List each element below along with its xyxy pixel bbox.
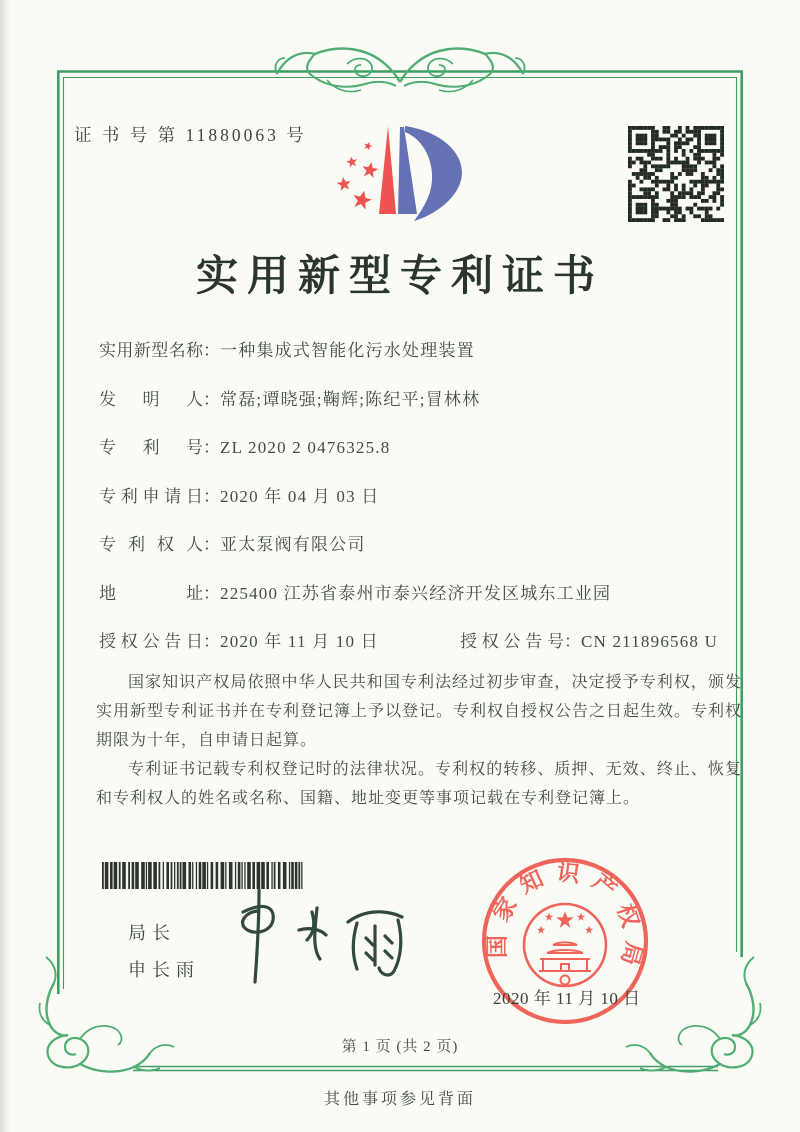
field-value: 2020 年 04 月 03 日 — [220, 486, 380, 506]
field-colon: ： — [203, 389, 220, 409]
legal-paragraph-1: 国家知识产权局依照中华人民共和国专利法经过初步审查，决定授予专利权，颁发实用新型专利证书并在专利登记簿上予以登记。专利权自授权公告之日起生效。专利权期限为十年，自申请日起算。 — [96, 674, 743, 749]
field-label: 发明人 — [99, 389, 203, 409]
field-list — [99, 341, 739, 651]
field-value: CN 211896568 U — [581, 632, 719, 651]
field-pair-grant-number — [460, 632, 718, 651]
field-row-address — [99, 584, 739, 603]
field-row-grant — [99, 632, 739, 651]
top-ornament-left — [275, 49, 400, 92]
field-row-name — [99, 341, 739, 360]
certificate-title: 实用新型专利证书 — [195, 254, 604, 300]
field-value: 2020 年 11 月 10 日 — [220, 632, 379, 651]
top-ornament-right — [400, 49, 525, 92]
field-label: 地址 — [99, 583, 203, 603]
field-label: 授权公告日 — [99, 632, 203, 651]
legal-paragraph-2: 专利证书记载专利权登记时的法律状况。专利权的转移、质押、无效、终止、恢复和专利权人的姓名或名称、国籍、地址变更等事项记载在专利登记簿上。 — [96, 761, 742, 807]
field-value: 225400 江苏省泰州市泰兴经济开发区城东工业园 — [220, 583, 612, 603]
national-emblem-icon — [524, 904, 606, 986]
seal-arc-text: 国家知识产权局 — [484, 859, 647, 979]
field-row-filing-date — [99, 487, 739, 506]
cnipa-logo-icon — [318, 112, 483, 237]
page-indicator: 第 1 页 (共 2 页) — [341, 1039, 459, 1055]
field-colon: ： — [203, 438, 220, 457]
field-value: 一种集成式智能化污水处理装置 — [220, 341, 475, 360]
field-label: 实用新型名称 — [99, 341, 203, 360]
field-colon: ： — [203, 535, 220, 554]
back-note: 其他事项参见背面 — [323, 1091, 476, 1108]
seal-date: 2020 年 11 月 10 日 — [493, 989, 641, 1008]
qr-code — [628, 126, 724, 222]
field-colon: ： — [203, 486, 220, 506]
issuer-title: 局长 — [128, 923, 176, 943]
field-colon: ： — [564, 632, 581, 651]
issuer-name: 申长雨 — [128, 960, 200, 980]
field-value: 亚太泵阀有限公司 — [220, 535, 366, 554]
field-label: 专利权人 — [99, 535, 203, 554]
field-colon: ： — [203, 583, 220, 603]
signature-handwriting — [215, 880, 420, 995]
field-label: 专利号 — [99, 438, 203, 457]
field-value: ZL 2020 2 0476325.8 — [220, 438, 391, 457]
field-row-patent-number — [99, 438, 739, 457]
field-label: 授权公告号 — [460, 632, 564, 651]
field-colon: ： — [203, 632, 220, 651]
field-row-patentee — [99, 535, 739, 554]
certificate-number: 证 书 号 第 11880063 号 — [74, 125, 307, 145]
field-label: 专利申请日 — [99, 486, 203, 506]
field-value: 常磊;谭晓强;鞠辉;陈纪平;冒林林 — [220, 389, 481, 409]
field-colon: ： — [203, 341, 220, 360]
legal-text-block — [96, 668, 742, 813]
field-row-inventors — [99, 390, 739, 409]
